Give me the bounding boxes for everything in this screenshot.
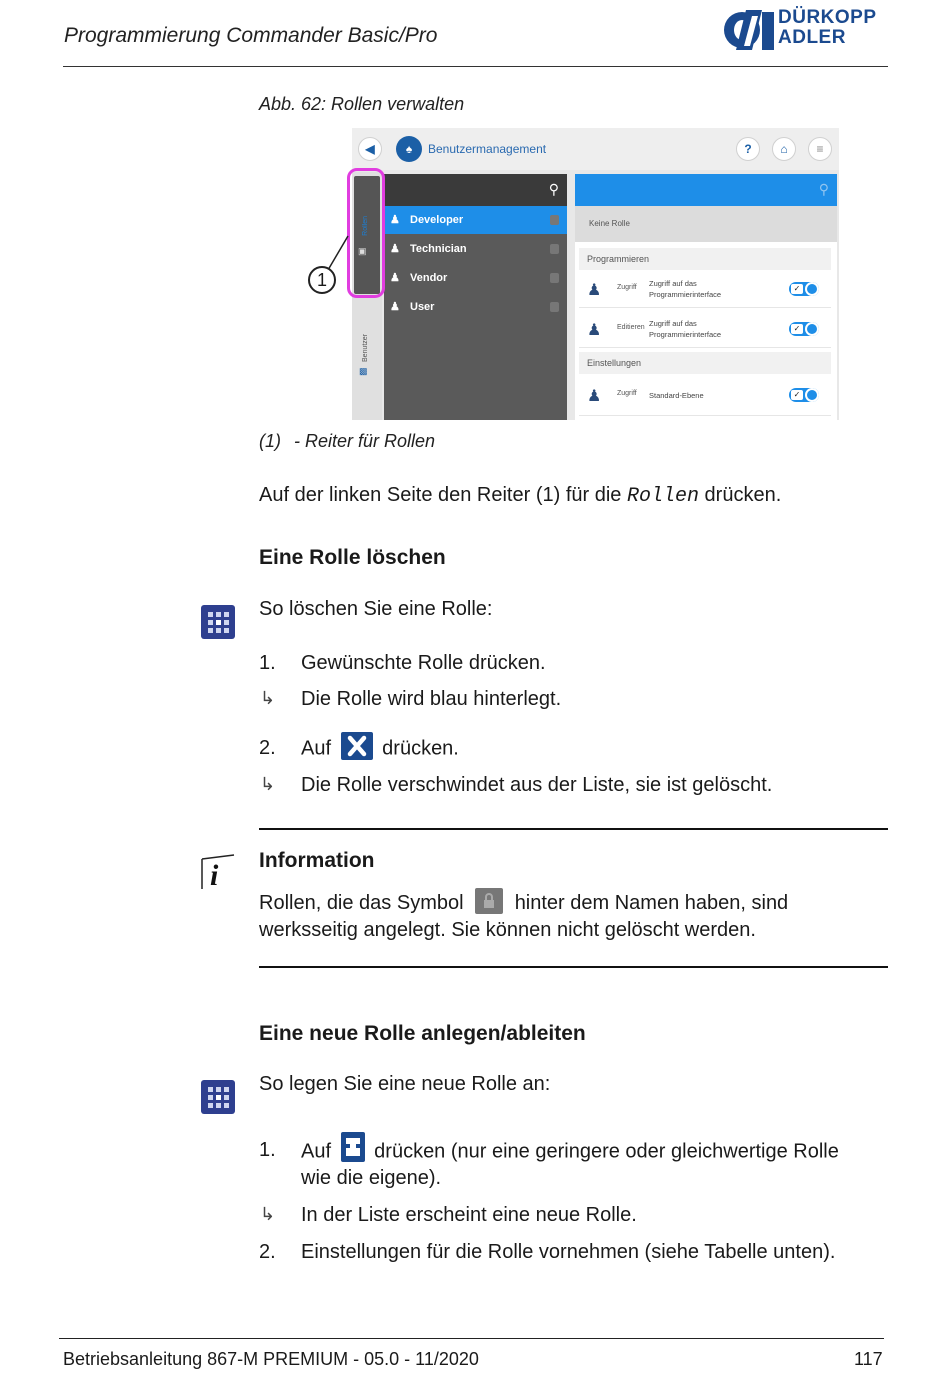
create-heading: Eine neue Rolle anlegen/ableiten — [259, 1022, 586, 1045]
derive-role-icon — [341, 1132, 365, 1162]
role-icon: ♟ — [390, 214, 400, 226]
permission-desc-line2: Programmierinterface — [649, 290, 722, 299]
permission-desc-line1: Zugriff auf das — [649, 319, 697, 328]
user-key-icon: ♟ — [587, 388, 602, 405]
search-icon: ⚲ — [548, 181, 559, 197]
svg-text:i: i — [210, 859, 219, 891]
header-rule — [63, 66, 888, 67]
role-name: Developer — [410, 214, 464, 226]
screenshot-topbar — [352, 128, 839, 170]
lock-icon — [475, 888, 503, 914]
section-programming: Programmieren — [579, 248, 831, 270]
permission-label: Zugriff — [617, 390, 637, 397]
permission-desc: Standard-Ebene — [649, 391, 704, 400]
menu-icon: ≡ — [808, 137, 832, 161]
result-text: In der Liste erscheint eine neue Rolle. — [301, 1204, 637, 1226]
help-icon: ? — [736, 137, 760, 161]
intro-text: Auf der linken Seite den Reiter (1) für die — [259, 484, 627, 506]
embedded-screenshot — [352, 128, 839, 420]
result-arrow-icon: ↳ — [260, 1204, 276, 1224]
role-icon: ♟ — [390, 301, 400, 313]
info-line1 — [259, 890, 788, 917]
result-arrow-icon: ↳ — [260, 688, 276, 708]
user-management-icon: ♠ — [396, 136, 422, 162]
step-text: Gewünschte Rolle drücken. — [301, 652, 546, 674]
selected-role-bar — [575, 206, 837, 242]
figure-legend-number: (1) — [259, 431, 281, 451]
result-arrow-icon: ↳ — [260, 774, 276, 794]
step-text-before: Auf — [301, 737, 332, 760]
selected-role-label: Keine Rolle — [589, 219, 630, 228]
lock-icon — [550, 215, 559, 225]
step-number: 1. — [259, 1139, 276, 1161]
roles-list-header — [384, 174, 567, 206]
back-icon: ◀ — [358, 137, 382, 161]
permission-desc-line1: Zugriff auf das — [649, 279, 697, 288]
step-text-after: drücken (nur eine geringere oder gleichwertige Rolle — [374, 1140, 839, 1163]
result-text: Die Rolle wird blau hinterlegt. — [301, 688, 562, 710]
role-item — [384, 293, 567, 321]
callout-highlight — [347, 168, 385, 298]
permission-toggle — [789, 388, 819, 402]
logo-line2: ADLER — [778, 27, 846, 48]
permission-toggle — [789, 282, 819, 296]
step-text — [301, 735, 459, 763]
role-name: Technician — [410, 243, 467, 255]
info-top-rule — [259, 828, 888, 830]
step-number: 1. — [259, 652, 276, 674]
footer-text: Betriebsanleitung 867-M PREMIUM - 05.0 - 11/2020 — [63, 1349, 479, 1369]
duerkopp-adler-logo — [722, 6, 892, 54]
delete-lead: So löschen Sie eine Rolle: — [259, 598, 493, 620]
footer-rule — [59, 1338, 884, 1339]
role-name: Vendor — [410, 272, 448, 284]
users-tab-label: Benutzer — [362, 334, 369, 363]
figure-legend-text: - Reiter für Rollen — [294, 431, 436, 451]
lock-icon — [550, 302, 559, 312]
info-heading: Information — [259, 849, 375, 872]
logo-line1: DÜRKOPP — [778, 7, 877, 28]
result-text: Die Rolle verschwindet aus der Liste, sie ist gelöscht. — [301, 774, 773, 796]
role-item — [384, 206, 567, 234]
roles-list-panel — [384, 174, 567, 420]
role-item — [384, 235, 567, 263]
permission-row — [579, 376, 831, 416]
step-number: 2. — [259, 737, 276, 759]
users-tab-icon: ▩ — [359, 366, 368, 376]
intro-code: Rollen — [626, 485, 699, 508]
step-number: 2. — [259, 1241, 276, 1263]
user-key-icon: ♟ — [587, 322, 602, 339]
roles-tab-label: Rollen — [362, 216, 369, 236]
intro-text-end: drücken. — [698, 484, 782, 506]
info-text-before: Rollen, die das Symbol — [259, 892, 464, 914]
lock-icon — [550, 273, 559, 283]
intro-paragraph — [259, 482, 781, 510]
role-name: User — [410, 301, 435, 313]
permission-label: Editieren — [617, 324, 645, 331]
info-text-after: hinter dem Namen haben, sind — [514, 892, 789, 914]
header-title: Programmierung Commander Basic/Pro — [64, 24, 438, 47]
home-icon: ⌂ — [772, 137, 796, 161]
permission-label: Zugriff — [617, 284, 637, 291]
permissions-header — [575, 174, 837, 206]
step-text-before: Auf — [301, 1140, 332, 1163]
window-title: Benutzermanagement — [428, 142, 547, 156]
instruction-icon — [201, 605, 235, 639]
section-settings: Einstellungen — [579, 352, 831, 374]
permission-desc — [649, 278, 721, 300]
create-lead: So legen Sie eine neue Rolle an: — [259, 1073, 551, 1095]
check-icon: ✓ — [791, 324, 803, 334]
step-text-line2: wie die eigene). — [301, 1167, 442, 1189]
users-tab — [354, 322, 380, 420]
delete-x-icon — [341, 732, 373, 760]
role-item — [384, 264, 567, 292]
logo-emblem-icon — [722, 8, 776, 52]
search-icon: ⚲ — [818, 181, 829, 197]
info-line2: werksseitig angelegt. Sie können nicht gelöscht werden. — [259, 919, 756, 941]
permission-desc — [649, 318, 721, 340]
permission-row — [579, 270, 831, 308]
check-icon: ✓ — [791, 284, 803, 294]
check-icon: ✓ — [791, 390, 803, 400]
step-text-after: drücken. — [382, 737, 459, 760]
instruction-icon — [201, 1080, 235, 1114]
callout-number: 1 — [308, 266, 336, 294]
information-icon — [200, 853, 236, 891]
figure-caption: Abb. 62: Rollen verwalten — [259, 94, 465, 114]
info-bottom-rule — [259, 966, 888, 968]
lock-icon — [550, 244, 559, 254]
user-key-icon: ♟ — [587, 282, 602, 299]
step-text: Einstellungen für die Rolle vornehmen (siehe Tabelle unten). — [301, 1241, 836, 1263]
permission-row — [579, 310, 831, 348]
role-icon: ♟ — [390, 272, 400, 284]
permissions-panel — [575, 174, 837, 420]
page-number: 117 — [854, 1349, 883, 1369]
step-text — [301, 1137, 891, 1167]
permission-desc-line2: Programmierinterface — [649, 330, 722, 339]
delete-heading: Eine Rolle löschen — [259, 546, 446, 569]
roles-tab-icon: ▣ — [358, 246, 367, 256]
role-icon: ♟ — [390, 243, 400, 255]
permission-toggle — [789, 322, 819, 336]
